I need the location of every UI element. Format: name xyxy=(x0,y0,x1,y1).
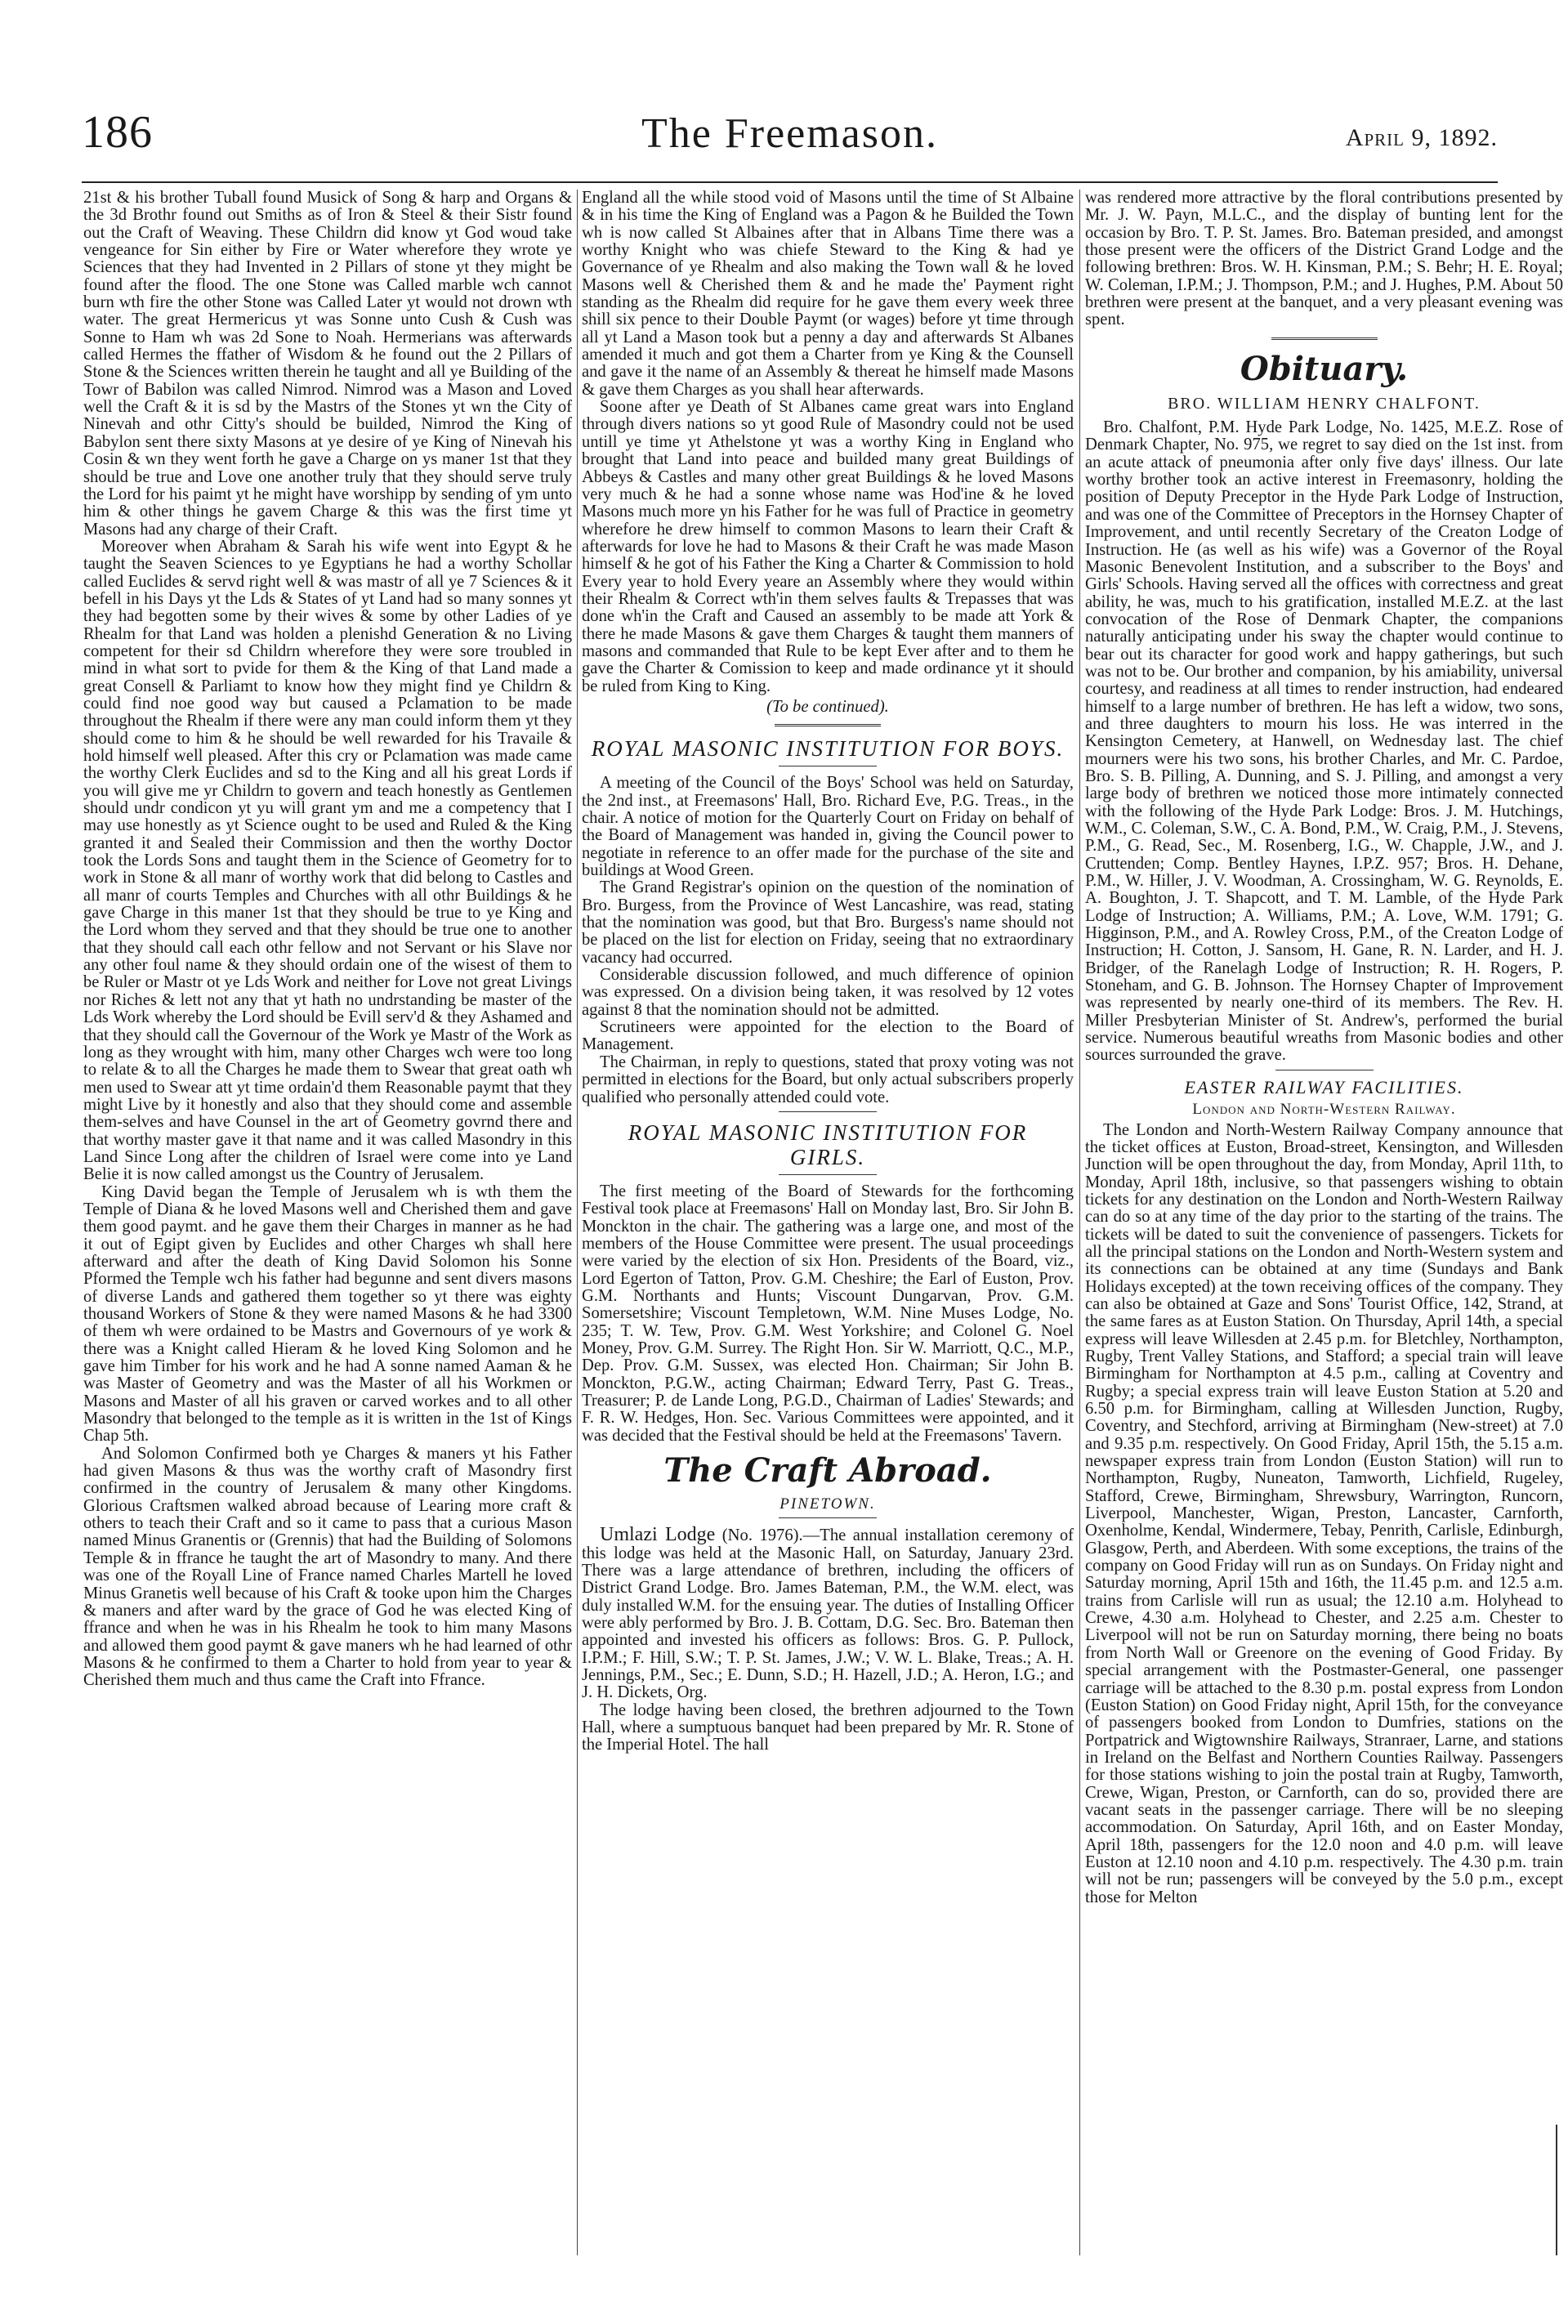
section-divider xyxy=(1271,337,1378,342)
column-1 xyxy=(83,190,572,2255)
craft-abroad-heading: The Craft Abroad. xyxy=(663,1451,992,1490)
article-paragraph: The Chairman, in reply to questions, stated that proxy voting was not permitted in elections for the Board, but only actual subscribers properly qualified who personally attended could vote. xyxy=(582,1053,1074,1106)
article-paragraph: The Grand Registrar's opinion on the question of the nomination of Bro. Burgess, from the Province of West Lancashire, was read, stating that the nomination was good, but that Bro. Burgess's name should not be placed on the list for election on Friday, seeing that no extraordinary vacancy had occurred. xyxy=(582,878,1074,967)
column-divider xyxy=(577,190,578,2255)
article-paragraph: The first meeting of the Board of Stewards for the forthcoming Festival took place at Freemasons' Hall on Monday last, Bro. Sir John B. Monckton in the chair. The gathering was a large one, and most of the members of the House Committee were present. The usual proceedings were varied by the election of six Hon. Presidents of the Board, viz., Lord Egerton of Tatton, Prov. G.M. Cheshire; the Earl of Euston, Prov. G.M. Northants and Hunts; Viscount Dungarvan, Prov. G.M. Somersetshire; Viscount Templetown, W.M. Nine Muses Lodge, No. 235; T. W. Tew, Prov. G.M. West Yorkshire; and Colonel G. Noel Money, Prov. G.M. Surrey. The Right Hon. Sir W. Marriott, Q.C., M.P., Dep. Prov. G.M. Sussex, was elected Hon. Chairman; Sir John B. Monckton, P.G.W., acting Chairman; Edward Terry, Past G. Treas., Treasurer; P. de Lande Long, P.G.D., Chairman of Ladies' Stewards; and F. R. W. Hedges, Hon. Sec. Various Committees were appointed, and it was decided that the Festival should be held at the Freemasons' Tavern. xyxy=(582,1182,1074,1445)
article-paragraph: Scrutineers were appointed for the election to the Board of Management. xyxy=(582,1018,1074,1054)
heading-rule xyxy=(779,1174,877,1175)
article-paragraph: 21st & his brother Tuball found Musick of Song & harp and Organs & the 3d Brothr found out Smiths as of Iron & Steel & their Sistr found out the Craft of Weaving. These Childrn did know yt God woud take vengeance for Sin either by Fire or Water wherefore they wrote ye Sciences that they had Invented in 2 Pillars of stone yt they might be found after the flood. The one Stone was Called marble wch cannot burn wth fire the other Stone was Called Later yt would not drown wth water. The great Hermericus yt was Sonne unto Cush & Cush was Sonne to Ham wh was 2d Sone to Noah. Hermerians was afterwards called Hermes the ffather of Wisdom & he found out the 2 Pillars of Stone & the Sciences written therein he taught and all ye Building of the Towr of Babilon was called Nimrod. Nimrod was a Mason and Loved well the Craft & it is sd by the Mastrs of the Stones yt wn the City of Ninevah and othr Citty's should be builded, Nimrod the King of Babylon sent there sixty Masons at ye desire of ye King of Ninevah his Cosin & wn they went forth he gave a Charge on ys maner 1st that they should be true and Love one another truly that they should serve truly the Lord for his paimt yt he might have worshipp by sending of ym unto him & other things he gavem Charge & this was the first time yt Masons had any charge of their Craft. xyxy=(83,190,572,539)
section-divider xyxy=(775,724,881,728)
lodge-name: Umlazi Lodge xyxy=(600,1524,716,1546)
article-text: (No. 1976).—The annual installation ceremony of this lodge was held at the Masonic Hall, on Saturday, January 23rd. There was a large attendance of brethren, including the officers of District Grand Lodge. Bro. James Bateman, P.M., the W.M. elect, was duly installed W.M. for the ensuing year. The duties of Installing Officer were ably performed by Bro. J. B. Cottam, D.G. Sec. Bro. Bateman then appointed and invested his officers as follows: Bros. G. P. Pullock, I.P.M.; F. Hill, S.W.; T. P. St. James, J.W.; V. W. L. Blake, Treas.; A. H. Jennings, P.M., Sec.; E. Dunn, S.D.; H. Hazell, J.D.; A. Heron, I.G.; and J. H. Dickets, Org. xyxy=(582,1526,1074,1702)
heading-rule xyxy=(779,1517,877,1518)
article-paragraph: And Solomon Confirmed both ye Charges & maners yt his Father had given Masons & thus was the worthy craft of Masondry first confirmed in the country of Jerusalem & many other Kingdoms. Glorious Craftsmen walked abroad because of Learing more craft & others to teach their Craft and so it came to pass that a curious Mason named Minus Granentis or (Grennis) that had the Building of Solomons Temple & in ffrance he taught the art of Masondry to many. And there was one of the Royall Line of France named Charles Martell he loved Minus Granetis well because of his Craft & tooke upon him the Charges & maners and after ward by the grace of God he was elected King of ffrance and when he was in his Rhealm he took to him many Masons and allowed them good paymt & gave maners wh he had learned of othr Masons & he confirmed to them a Charter to hold from year to year & Cherished them much and thus came the Craft into Ffrance. xyxy=(83,1444,572,1690)
article-paragraph: Bro. Chalfont, P.M. Hyde Park Lodge, No. 1425, M.E.Z. Rose of Denmark Chapter, No. 975, we regret to say died on the 1st inst. from an acute attack of pneumonia after only five days' illness. Our late worthy brother took an active interest in Freemasonry, holding the position of Deputy Preceptor in the Hyde Park Lodge of Instruction, and was one of the Committee of Preceptors in the Hornsey Chapter of Improvement, and until recently Secretary of the Creaton Lodge of Instruction. He (as well as his wife) was a Governor of the Royal Masonic Benevolent Institution, and a subscriber to the Boys' and Girls' Schools. Having served all the offices with correctness and great ability, he was, much to his gratification, installed M.E.Z. at the last convocation of the Rose of Denmark Chapter, the companions naturally anticipating under his sway the chapter would continue to bear out its character for good work and happy gatherings, but such was not to be. Our brother and companion, by his amiability, universal courtesy, and readiness at all times to render instruction, had endeared himself to a large number of brethren. He has left a widow, two sons, and three daughters to mourn his loss. He was interred in the Kensington Cemetery, at Hanwell, on Wednesday last. The chief mourners were his two sons, his brother Charles, and Mr. C. Pardoe, Bro. S. B. Pilling, A. Dunning, and S. J. Pilling, and amongst a very large body of brethren we noticed those more intimately connected with the following of the Hyde Park Lodge: Bros. J. M. Hutchings, W.M., C. Coleman, S.W., C. A. Bond, P.M., W. Craig, P.M., J. Stevens, P.M., G. Read, Sec., M. Rosenberg, I.G., W. Chapple, J.W., and J. Cruttenden; Comp. Bentley Haynes, I.P.Z. 957; Bros. H. Dehane, P.M., W. Hiller, J. V. Woodman, A. Crossingham, W. G. Reynolds, E. A. Boughton, J. T. Shapcott, and T. M. Lamble, of the Hyde Park Lodge of Instruction; A. Williams, P.M.; A. Love, W.M. 1791; G. Higginson, P.M., and A. Rowley Cross, P.M., of the Creaton Lodge of Instruction; H. Cotton, J. Sansom, H. Gane, R. N. Larder, and H. J. Bridger, of the Ranelagh Lodge of Instruction; R. H. Rogers, P. Stoneham, and G. B. Johnson. The Hornsey Chapter of Improvement was represented by nearly one-third of its members. The Rev. H. Miller Presbyterian Minister of St. Andrew's, performed the burial service. Numerous beautiful wreaths from Masonic bodies and other sources surrounded the grave. xyxy=(1085,418,1563,1065)
article-paragraph: The London and North-Western Railway Company announce that the ticket offices at Euston, Broad-street, Kensington, and Willesden Junction will be open throughout the day, from Monday, April 11th, to Monday, April 18th, inclusive, so that passengers wishing to obtain tickets for any destination on the London and North-Western Railway can do so at any time of the day prior to the starting of the trains. The tickets will be dated to suit the convenience of passengers. Tickets for all the principal stations on the London and North-Western system and its connections can be obtained at any time (Sundays and Bank Holidays excepted) at the town receiving offices of the company. They can also be obtained at Gaze and Sons' Tourist Office, 142, Strand, at the same fares as at Euston Station. On Thursday, April 14th, a special express will leave Willesden at 2.45 p.m. for Bletchley, Northampton, Rugby, Trent Valley Stations, and Stafford; a special train will leave Birmingham for Northampton at 4.5 p.m., calling at Coventry and Rugby; a special express train will leave Euston Station at 5.20 and 6.50 p.m. for Birmingham, calling at Willesden Junction, Rugby, Coventry, and Stechford, arriving at Birmingham (New-street) at 7.0 and 9.35 p.m. respectively. On Good Friday, April 15th, the 5.15 a.m. newspaper express train from London (Euston Station) will run to Northampton, Rugby, Nuneaton, Tamworth, Lichfield, Rugeley, Stafford, Crewe, Birmingham, Shrewsbury, Warrington, Runcorn, Liverpool, Manchester, Wigan, Preston, Lancaster, Carnforth, Oxenholme, Kendal, Windermere, Tebay, Penrith, Carlisle, Edinburgh, Glasgow, Perth, and Aberdeen. With some exceptions, the trains of the company on Good Friday will run as on Sundays. On Friday night and Saturday morning, April 15th and 16th, the 11.45 p.m. and 12.5 a.m. trains from Carlisle will run as usual; the 12.10 a.m. Holyhead to Crewe, 4.30 a.m. Holyhead to Chester, and 2.25 a.m. Chester to Liverpool will not be run on Saturday morning, there being no boats from North Wall or Greenore on the evening of Good Friday. By special arrangement with the Postmaster-General, one passenger carriage will be attached to the 8.30 p.m. postal express from London (Euston Station) on Good Friday night, April 15th, for the conveyance of passengers booked from London to Dumfries, stations on the Portpatrick and Wigtownshire Railways, Stranraer, Larne, and stations in Ireland on the Belfast and Northern Counties Railway. Passengers for those stations wishing to join the postal train at Rugby, Tamworth, Crewe, Wigan, Preston, or Carnforth, can do so, provided there are vacant seats in the passenger carriage. There will be no sleeping accommodation. On Saturday, April 16th, and on Easter Monday, April 18th, passengers for the 12.0 noon and 4.0 p.m. will leave Euston at 12.10 noon and 4.10 p.m. respectively. The 4.30 p.m. train will not be run; passengers will be conveyed by the 5.0 p.m., except those for Melton xyxy=(1085,1120,1563,1906)
to-be-continued-note: (To be continued). xyxy=(766,697,889,716)
article-paragraph: Considerable discussion followed, and much difference of opinion was expressed. On a division being taken, it was resolved by 12 votes against 8 that the nomination should not be admitted. xyxy=(582,966,1074,1019)
obituary-heading: Obituary. xyxy=(1240,349,1409,388)
article-paragraph: Soone after ye Death of St Albanes came great wars into England through divers nations so yt good Rule of Masondry could not be used untill ye time yt Athelstone yt was a worthy King in England who brought that Land into peace and builded many great Buildings of Abbeys & Castles and many other great Buildings & he loved Masons very much & he had a sonne whose name was Hod'ine & he loved Masons much more yn his Father for he was full of Practice in geometry wherefore he drew himself to common Masons to learn their Craft & afterwards for love he had to Masons & their Craft he was made Mason himself & he got of his Father the King a Charter & Commission to hold Every year to hold Every yeare an Assembly where they would within their Rhealm & Correct wth'in them selves faults & Trepasses that was done wh'in the Craft and Caused an assembly to be made att York & there he made Masons & gave them Charges & taught them manners of masons and commanded that Rule to be kept Ever after and to them he gave the Charter & Comission to keep and made ordinance yt it should be ruled from King to King. xyxy=(582,398,1074,695)
article-paragraph: Moreover when Abraham & Sarah his wife went into Egypt & he taught the Seaven Sciences to ye Egyptians he had a worthy Schollar called Euclides & servd right well & was mastr of all ye 7 Sciences & it befell in his Days yt the Lds & States of yt Land had so many sonnes yt they had begotten some by their wives & some by other Ladies of ye Rhealm for that Land was holden a plenishd Generation & no Living competent for their sd Childrn wherefore they were sore troubled in mind in what sort to pvide for them & the King of that Land made a great Consell & Parliamt to know how they might find ye Childrn & could find noe good way but caused a Pclamation to be made throughout the Rhealm if there were any man could inform them yt they should come to him & he should be well rewarded for his Travaile & hold himself well pleased. After this cry or Pclamation was made came the worthy Clerk Euclides and sd to the King and all his great Lords if you will give me yr Childrn to govern and teach honestly as Gentlemen should undr condicon yt yu will grant ym and me a competency that I may use honestly as yt Science ought to be used and Ruled & the King granted it and Sealed their Commission and then the worthy Doctor took the Lords Sons and taught them in the Science of Geometry for to work in Stone & all manr of worthy work that did belong to Castles and all manr of courts Temples and Churches with all othr Buildings & he gave Charge in this maner 1st that they should be true to ye King and the Lord whom they served and that they should be true one to another that they should call each othr fellow and not Servant or his Slave nor any other foul name & they should ordain one of the wisest of them to be Ruler or Mastr ot ye Lds Work and neither for Love not great Livings nor Riches & lett not any that yt hath no undrstanding be master of the Lds Work whereby the Lord should be Evill serv'd & they Ashamed and that they should call the Governour of the Work ye Mastr of the Work as long as they wrought with him, many other Charges wch were too long to relate & to all the Charges he made them to Swear that great oath wh men used to Swear att yt time ordain'd them Reasonable paymt that they might Live by it honestly and also that they should come and assemble them-selves and have Counsel in the art of Geometry govrnd there and that worthy master gave it that name and it was called Masondry in this Land Since Long after the children of Israel were come into ye Land Belie it is now called amongst us the Country of Jerusalem. xyxy=(83,537,572,1184)
article-paragraph: King David began the Temple of Jerusalem wh is wth them the Temple of Diana & he loved Masons well and Cherished them and gave them good paymt. and he gave them their Charges in manner as he had it out of Egipt given by Euclides and other Charges wh shall here afterward and after the death of King David Solomon his Sonne Pformed the Temple wch his father had begunne and sent divers masons of diverse Lands and gathered them together so yt there was eighty thousand Workers of Stone & they were named Masons & he had 3300 of them wh were ordained to be Mastrs and Governours of ye work & there was a Knight called Hieram & he loved King Solomon and he gave him Timber for his work and he had A sonne named Aaman & he was Master of Geometry and was the Master of all his Workmen or Masons and Master of all his graven or carved workes and to all other Masondry that belonged to the temple as it is written in the 1st of Kings Chap 5th. xyxy=(83,1182,572,1446)
article-paragraph: The lodge having been closed, the brethren adjourned to the Town Hall, where a sumptuous banquet had been prepared by Mr. R. Stone of the Imperial Hotel. The hall xyxy=(582,1701,1074,1754)
page-header xyxy=(82,106,1498,180)
boys-institution-heading: ROYAL MASONIC INSTITUTION FOR BOYS. xyxy=(591,736,1065,762)
issue-date: April 9, 1892. xyxy=(1345,124,1498,151)
easter-railway-heading: EASTER RAILWAY FACILITIES. xyxy=(1184,1076,1464,1097)
masthead-title: The Freemason. xyxy=(641,110,938,157)
railway-company-subheading: London and North-Western Railway. xyxy=(1192,1101,1456,1119)
article-paragraph: was rendered more attractive by the floral contributions presented by Mr. J. W. Payn, M.L.C., and the display of bunting lent for the occasion by Bro. T. P. St. James. Bro. Bateman presided, and amongst those present were the officers of the District Grand Lodge and the following brethren: Bros. W. H. Kinsman, P.M.; S. Behr; H. E. Royal; W. Coleman, I.P.M.; J. Thompson, P.M.; and J. Hughes, P.M. About 50 brethren were present at the banquet, and a very pleasant evening was spent. xyxy=(1085,190,1563,329)
header-rule xyxy=(82,181,1498,183)
column-divider xyxy=(1079,190,1080,2255)
margin-mark xyxy=(1556,2125,1559,2255)
article-paragraph: A meeting of the Council of the Boys' School was held on Saturday, the 2nd inst., at Freemasons' Hall, Bro. Richard Eve, P.G. Treas., in the chair. A notice of motion for the Quarterly Court on Friday on behalf of the Board of Management was handed in, giving the Council power to negotiate in reference to an offer made for the purchase of the site and buildings at Wood Green. xyxy=(582,774,1074,880)
pinetown-subheading: PINETOWN. xyxy=(780,1495,876,1513)
article-paragraph: England all the while stood void of Masons until the time of St Albaine & in his time the King of England was a Pagon & he Builded the Town wh is now called St Albaines after that in Albans Time there was a worthy Knight who was chiefe Steward to the King & had ye Governance of ye Rhealm and also making the Town wall & he loved Masons well & Cherished them & and he made the' Payment right standing as the Rhealm did require for he gave them every week three shill six pence to their Double Paymt (or wages) before yt time through all yt Land a Mason took but a penny a day and afterwards St Albanes amended it much and got them a Charter from ye King & the Counsell and gave it the name of an Assembly & thereat he himself made Masons & gave them Charges as you shall hear afterwards. xyxy=(582,190,1074,399)
section-divider xyxy=(779,1111,877,1112)
obituary-name: BRO. WILLIAM HENRY CHALFONT. xyxy=(1168,394,1481,413)
column-2 xyxy=(582,190,1074,2255)
column-3 xyxy=(1085,190,1563,2255)
page-number: 186 xyxy=(82,107,153,158)
girls-institution-heading: ROYAL MASONIC INSTITUTION FOR GIRLS. xyxy=(628,1120,1028,1169)
